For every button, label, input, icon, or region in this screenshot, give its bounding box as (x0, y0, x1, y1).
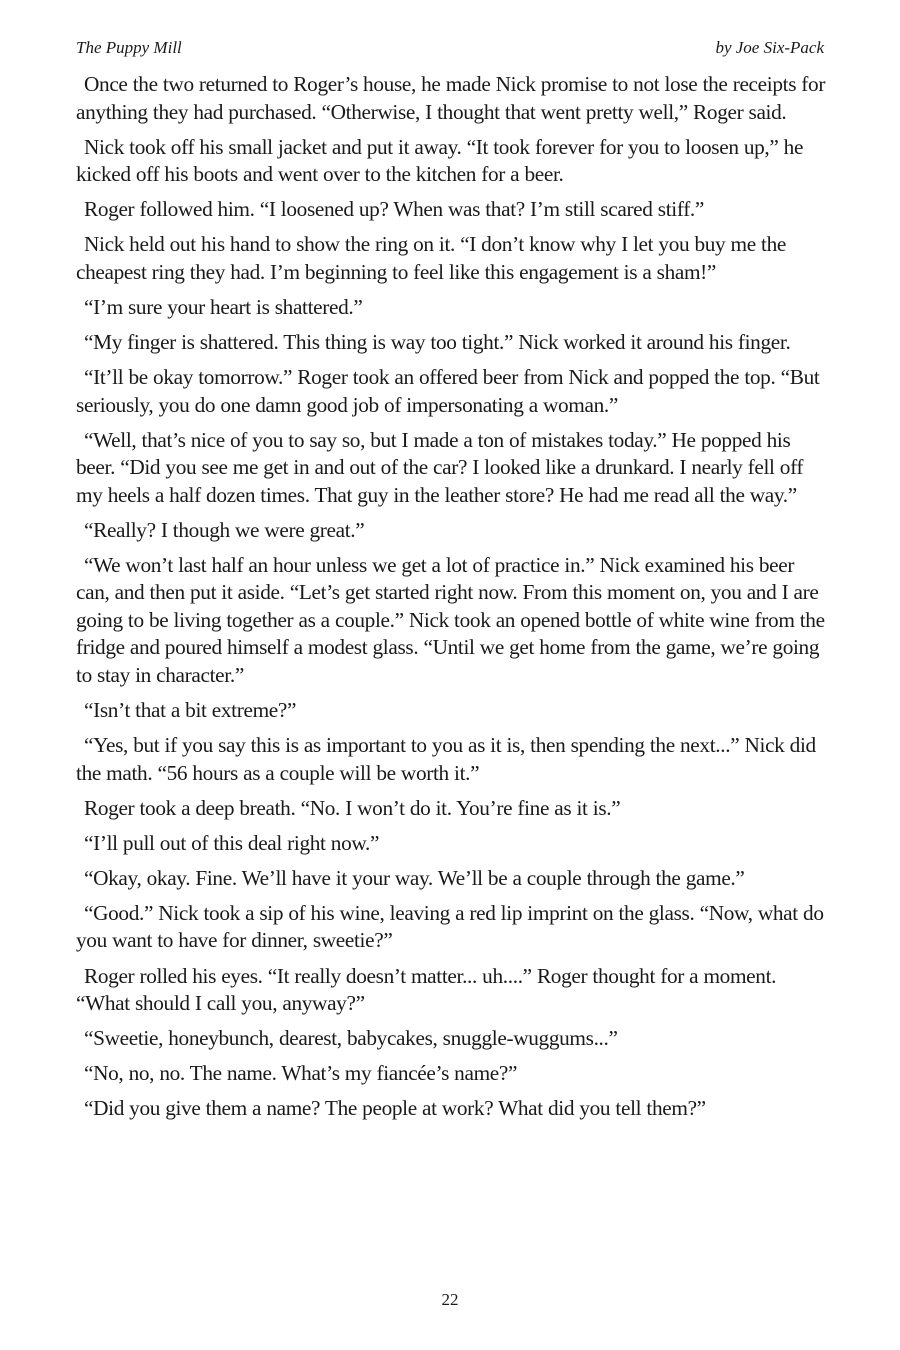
running-header (76, 38, 824, 60)
paragraph: “Well, that’s nice of you to say so, but I made a ton of mistakes today.” He popped his beer. “Did you see me get in and out of the car? I looked like a drunkard. I nearly fell off my heels a half dozen times. That guy in the leather store? He had me read all the way.” (76, 427, 804, 507)
paragraph: Nick took off his small jacket and put it away. “It took forever for you to loosen up,” he kicked off his boots and went over to the kitchen for a beer. (76, 134, 804, 187)
paragraph: “Okay, okay. Fine. We’ll have it your way. We’ll be a couple through the game.” (84, 865, 745, 890)
paragraph: “It’ll be okay tomorrow.” Roger took an offered beer from Nick and popped the top. “But seriously, you do one damn good job of impersonating a woman.” (76, 365, 820, 417)
paragraph: Once the two returned to Roger’s house, he made Nick promise to not lose the receipts for anything they had purchased. “Otherwise, I thought that went pretty well,” Roger said. (76, 72, 826, 124)
paragraph: Roger rolled his eyes. “It really doesn’t matter... uh....” Roger thought for a moment. “What should I call you, anyway?” (76, 963, 777, 1015)
paragraph: “Sweetie, honeybunch, dearest, babycakes, snuggle-wuggums...” (84, 1026, 618, 1051)
body-text (76, 71, 828, 1130)
book-title: The Puppy Mill (76, 38, 182, 57)
paragraph: “I’ll pull out of this deal right now.” (84, 830, 380, 855)
paragraph: “My finger is shattered. This thing is way too tight.” Nick worked it around his finger. (84, 329, 791, 354)
paragraph: Roger followed him. “I loosened up? When was that? I’m still scared stiff.” (84, 197, 705, 222)
paragraph: Nick held out his hand to show the ring on it. “I don’t know why I let you buy me the cheapest ring they had. I’m beginning to feel like this engagement is a sham!” (76, 232, 786, 284)
page-number: 22 (441, 1290, 459, 1309)
paragraph: “We won’t last half an hour unless we get a lot of practice in.” Nick examined his beer can, and then put it aside. “Let’s get started right now. From this moment on, you and I are going to be living together as a couple.” Nick took an opened bottle of white wine from the fridge and poured himself a modest glass. “Until we get home from the game, we’re going to stay in character.” (76, 552, 825, 687)
paragraph: “Good.” Nick took a sip of his wine, leaving a red lip imprint on the glass. “Now, what do you want to have for dinner, sweetie?” (76, 900, 824, 953)
paragraph: “Yes, but if you say this is as important to you as it is, then spending the next...” Nick did the math. “56 hours as a couple will be worth it.” (76, 733, 816, 785)
paragraph: “Isn’t that a bit extreme?” (84, 697, 297, 722)
paragraph: “Really? I though we were great.” (84, 517, 365, 542)
paragraph: “Did you give them a name? The people at work? What did you tell them?” (84, 1096, 706, 1121)
paragraph: “No, no, no. The name. What’s my fiancée’s name?” (84, 1061, 518, 1086)
author-byline: by Joe Six-Pack (715, 38, 824, 57)
paragraph: Roger took a deep breath. “No. I won’t do it. You’re fine as it is.” (84, 795, 621, 820)
paragraph: “I’m sure your heart is shattered.” (84, 294, 363, 319)
